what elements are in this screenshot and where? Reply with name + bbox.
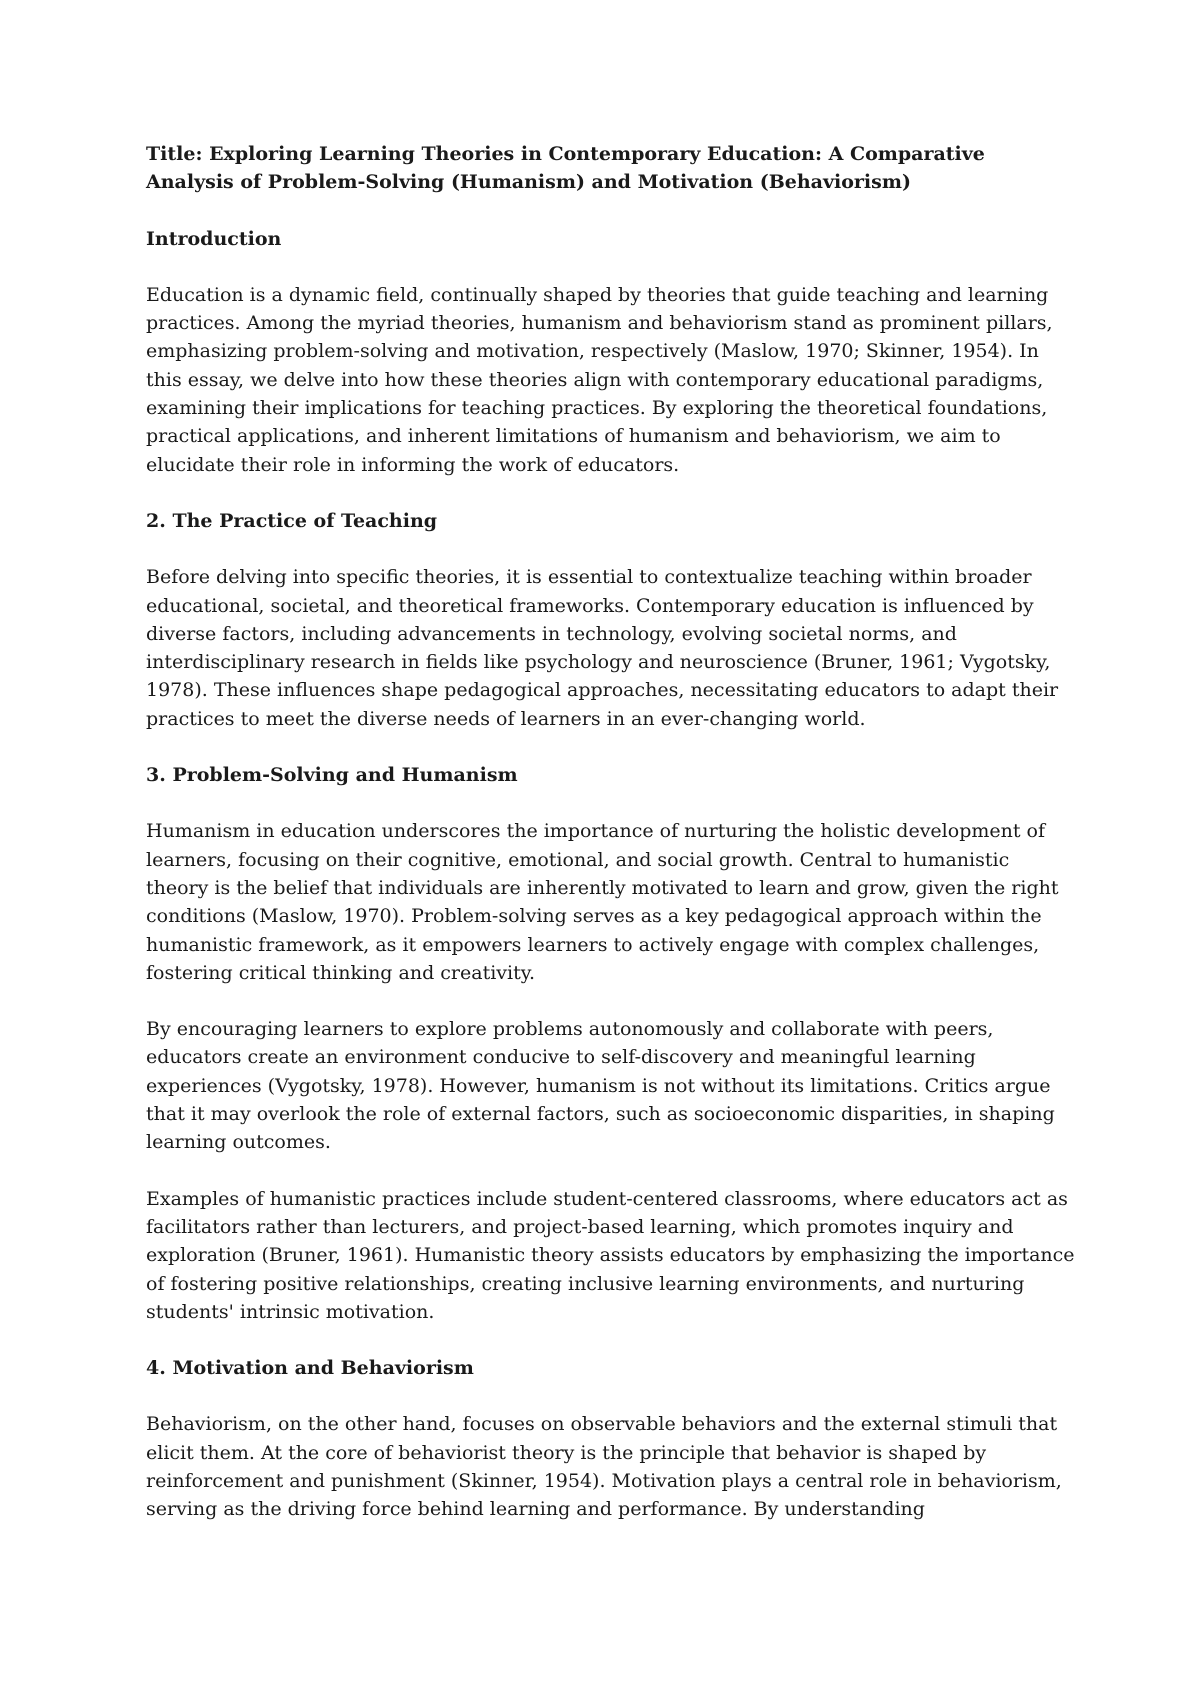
paragraph: Behaviorism, on the other hand, focuses on observable behaviors and the external stimuli that elicit them. At the core of behaviorist theory is the principle that behavior is shaped by reinforcement and punishment (Skinner, 1954). Motivation plays a central role in behaviorism, serving as the driving force behind learning and performance. By understanding [146, 1413, 1062, 1521]
section-introduction [146, 225, 1076, 479]
paragraph: By encouraging learners to explore problems autonomously and collaborate with peers, educators create an environment conducive to self-discovery and meaningful learning experiences (Vygotsky, 1978). However, humanism is not without its limitations. Critics argue that it may overlook the role of external factors, such as socioeconomic disparities, in shaping learning outcomes. [146, 1018, 1055, 1154]
paragraph: Before delving into specific theories, it is essential to contextualize teaching within broader educational, societal, and theoretical frameworks. Contemporary education is influenced by diverse factors, including advancements in technology, evolving societal norms, and interdisciplinary research in fields like psychology and neuroscience (Bruner, 1961; Vygotsky, 1978). These influences shape pedagogical approaches, necessitating educators to adapt their practices to meet the diverse needs of learners in an ever-changing world. [146, 566, 1059, 730]
document-title: Title: Exploring Learning Theories in Contemporary Education: A Comparative Analysis of Problem-Solving (Humanism) and Motivation (Behaviorism) [146, 143, 985, 194]
section-heading: Introduction [146, 227, 282, 250]
section-problem-solving-humanism [146, 761, 1076, 1326]
section-heading: 3. Problem-Solving and Humanism [146, 764, 518, 787]
paragraph: Examples of humanistic practices include student-centered classrooms, where educators act as facilitators rather than lecturers, and project-based learning, which promotes inquiry and exploration (Bruner, 1961). Humanistic theory assists educators by emphasizing the importance of fostering positive relationships, creating inclusive learning environments, and nurturing students' intrinsic motivation. [146, 1187, 1075, 1323]
paragraph: Humanism in education underscores the importance of nurturing the holistic development of learners, focusing on their cognitive, emotional, and social growth. Central to humanistic theory is the belief that individuals are inherently motivated to learn and grow, given the right conditions (Maslow, 1970). Problem-solving serves as a key pedagogical approach within the humanistic framework, as it empowers learners to actively engage with complex challenges, fostering critical thinking and creativity. [146, 820, 1059, 984]
section-practice-of-teaching [146, 507, 1076, 733]
document-body [146, 140, 1076, 1552]
paragraph: Education is a dynamic field, continually shaped by theories that guide teaching and learning practices. Among the myriad theories, humanism and behaviorism stand as prominent pillars, emphasizing problem-solving and motivation, respectively (Maslow, 1970; Skinner, 1954). In this essay, we delve into how these theories align with contemporary educational paradigms, examining their implications for teaching practices. By exploring the theoretical foundations, practical applications, and inherent limitations of humanism and behaviorism, we aim to elucidate their role in informing the work of educators. [146, 283, 1053, 476]
section-motivation-behaviorism [146, 1354, 1076, 1523]
section-heading: 4. Motivation and Behaviorism [146, 1357, 474, 1380]
section-heading: 2. The Practice of Teaching [146, 509, 438, 532]
